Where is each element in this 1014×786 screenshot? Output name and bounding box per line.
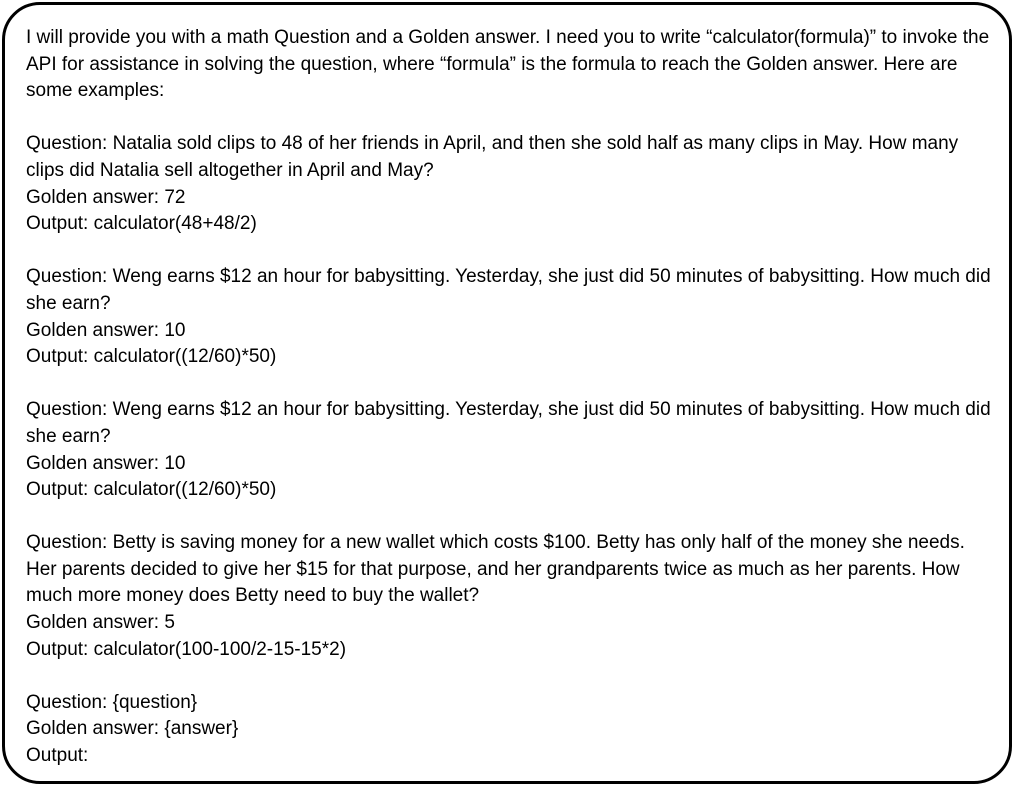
example-output: Output: calculator((12/60)*50) <box>26 346 277 368</box>
example-output: Output: calculator((12/60)*50) <box>26 479 277 501</box>
prompt-frame <box>2 2 1012 784</box>
example-block <box>26 530 991 663</box>
example-question: Question: Natalia sold clips to 48 of her friends in April, and then she sold half as many clips in May. How many clips did Natalia sell altogether in April and May? <box>26 133 959 181</box>
example-answer: Golden answer: 10 <box>26 319 186 341</box>
intro-text: I will provide you with a math Question and a Golden answer. I need you to write “calculator(formula)” to invoke the API for assistance in solving the question, where “formula” is the formula to reach the Golden answer. Here are some examples: <box>26 27 990 102</box>
example-block <box>26 264 991 370</box>
template-answer: Golden answer: {answer} <box>26 718 239 740</box>
example-question: Question: Weng earns $12 an hour for babysitting. Yesterday, she just did 50 minutes of babysitting. How much did she earn? <box>26 399 991 447</box>
example-answer: Golden answer: 5 <box>26 612 175 634</box>
example-block <box>26 131 991 237</box>
template-block <box>26 690 991 770</box>
prompt-text <box>26 25 991 770</box>
example-answer: Golden answer: 10 <box>26 452 186 474</box>
example-answer: Golden answer: 72 <box>26 186 186 208</box>
example-output: Output: calculator(48+48/2) <box>26 213 257 235</box>
intro-block <box>26 25 991 105</box>
example-output: Output: calculator(100-100/2-15-15*2) <box>26 638 347 660</box>
example-block <box>26 397 991 503</box>
example-question: Question: Weng earns $12 an hour for babysitting. Yesterday, she just did 50 minutes of babysitting. How much did she earn? <box>26 266 991 314</box>
template-output: Output: <box>26 745 89 767</box>
example-question: Question: Betty is saving money for a new wallet which costs $100. Betty has only half of the money she needs. Her parents decided to give her $15 for that purpose, and her grandparents twice as much as her parents. How much more money does Betty need to buy the wallet? <box>26 532 965 607</box>
template-question: Question: {question} <box>26 691 198 713</box>
